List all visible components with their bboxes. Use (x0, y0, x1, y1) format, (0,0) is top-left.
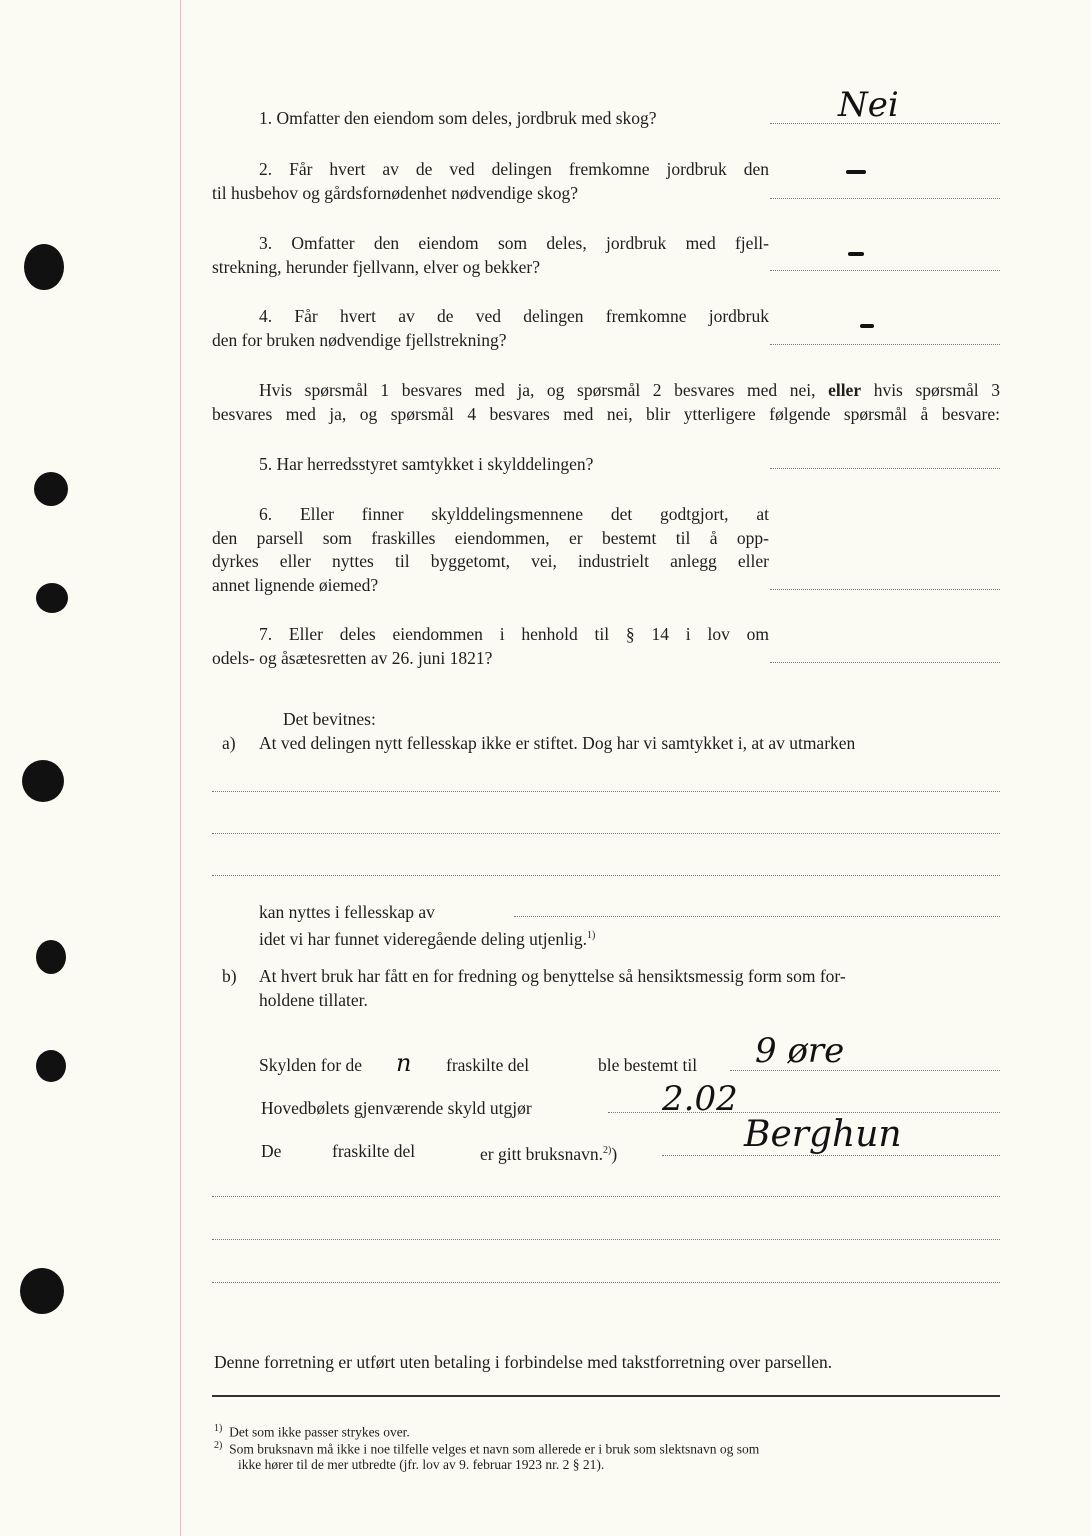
condition-line-2: besvares med ja, og spørsmål 4 besvares med nei, blir ytterligere følgende spørsmål å besvare: (212, 404, 1000, 424)
condition-bold-eller: eller (828, 380, 862, 400)
question-6-line-2: den parsell som fraskilles eiendommen, er bestemt til å opp- (212, 528, 769, 548)
condition-text-b: hvis spørsmål 3 (873, 380, 1000, 400)
skyld-value-handwritten: 9 øre (755, 1031, 845, 1071)
skyld-handwritten-n: n (396, 1049, 412, 1077)
skyld-fraskilte-del: fraskilte del (446, 1055, 530, 1075)
answer-line-7 (770, 662, 1000, 663)
condition-line-1 (259, 378, 1000, 402)
footnote-2-text-1: Som bruksnavn må ikke i noe tilfelle velges et navn som allerede er i bruk som slektsnavn og som (229, 1441, 760, 1457)
binder-hole-1 (24, 244, 64, 290)
attest-a-line-1 (212, 791, 1000, 792)
remaining-value-handwritten: 2.02 (662, 1079, 738, 1119)
blank-line-1 (212, 1196, 1000, 1197)
answer-line-6 (770, 589, 1000, 590)
answer-4-dash (860, 324, 874, 328)
footnote-1-marker: 1) (214, 1423, 223, 1434)
footnote-1-text: Det som ikke passer strykes over. (229, 1424, 410, 1440)
attest-b-line-1: At hvert bruk har fått en for fredning og benyttelse så hensiktsmessig form som for- (259, 966, 846, 986)
skyld-prefix: Skylden for de (259, 1055, 363, 1075)
footnote-ref-1: 1) (587, 930, 596, 941)
footnote-2-line-1 (214, 1437, 759, 1458)
footnote-2-line-2: ikke hører til de mer utbredte (jfr. lov av 9. februar 1923 nr. 2 § 21). (238, 1457, 605, 1472)
attest-a-label: a) (222, 733, 236, 753)
question-5: 5. Har herredsstyret samtykket i skylddelingen? (259, 454, 594, 474)
binder-hole-2 (34, 472, 68, 506)
question-6-line-1: 6. Eller finner skylddelingsmennene det godtgjort, at (259, 504, 769, 524)
attest-heading: Det bevitnes: (283, 709, 376, 729)
attest-a-text: At ved delingen nytt fellesskap ikke er stiftet. Dog har vi samtykket i, at av utmarken (259, 733, 856, 753)
question-3-line-1: 3. Omfatter den eiendom som deles, jordbruk med fjell- (259, 233, 769, 253)
answer-line-4 (770, 344, 1000, 345)
question-6-line-3: dyrkes eller nyttes til byggetomt, vei, industrielt anlegg eller (212, 551, 769, 571)
binder-hole-6 (36, 1050, 66, 1082)
answer-line-5 (770, 468, 1000, 469)
question-7-line-1: 7. Eller deles eiendommen i henhold til § 14 i lov om (259, 624, 769, 644)
name-label: er gitt bruksnavn.$^{2)}$) (480, 1143, 618, 1164)
binder-hole-3 (36, 583, 68, 613)
name-label-text: er gitt bruksnavn. (480, 1143, 603, 1164)
question-2-line-2: til husbehov og gårdsfornødenhet nødvendige skog? (212, 183, 578, 203)
question-6-line-4: annet lignende øiemed? (212, 575, 379, 595)
common-use-reason-text: idet vi har funnet videregående deling utjenlig. (259, 928, 588, 949)
binder-hole-5 (36, 940, 66, 974)
remaining-label: Hovedbølets gjenværende skyld utgjør (261, 1098, 532, 1118)
common-use-line (514, 916, 1000, 917)
question-3-line-2: strekning, herunder fjellvann, elver og bekker? (212, 257, 540, 277)
attest-b-line-2: holdene tillater. (259, 990, 368, 1010)
blank-line-3 (212, 1282, 1000, 1283)
answer-1-handwritten: Nei (838, 85, 899, 125)
answer-line-3 (770, 270, 1000, 271)
margin-line (180, 0, 181, 1536)
answer-2-dash (846, 170, 866, 174)
common-use-label: kan nyttes i fellesskap av (259, 902, 435, 922)
question-1: 1. Omfatter den eiendom som deles, jordbruk med skog? (259, 108, 657, 128)
name-value-handwritten: Berghun (744, 1114, 902, 1155)
binder-hole-7 (20, 1268, 64, 1314)
attest-a-line-2 (212, 833, 1000, 834)
answer-line-2 (770, 198, 1000, 199)
question-4-line-2: den for bruken nødvendige fjellstrekning? (212, 330, 507, 350)
name-de: De (261, 1141, 282, 1161)
condition-text-a: Hvis spørsmål 1 besvares med ja, og spørsmål 2 besvares med nei, (259, 380, 816, 400)
footnote-ref-2: 2) (602, 1145, 612, 1156)
attest-a-line-3 (212, 875, 1000, 876)
skyld-suffix: ble bestemt til (598, 1055, 698, 1075)
name-line (662, 1155, 1000, 1156)
question-2-line-1: 2. Får hvert av de ved delingen fremkomne jordbruk den (259, 159, 769, 179)
closing-statement: Denne forretning er utført uten betaling i forbindelse med takstforretning over parsellen. (214, 1352, 833, 1372)
footnote-2-marker: 2) (214, 1440, 223, 1451)
blank-line-2 (212, 1239, 1000, 1240)
answer-3-dash (848, 252, 864, 256)
question-4-line-1: 4. Får hvert av de ved delingen fremkomne jordbruk (259, 306, 769, 326)
footnote-rule (212, 1395, 1000, 1397)
question-7-line-2: odels- og åsætesretten av 26. juni 1821? (212, 648, 493, 668)
binder-hole-4 (22, 760, 64, 802)
name-fraskilte-del: fraskilte del (332, 1141, 416, 1161)
common-use-reason (259, 924, 595, 951)
attest-b-label: b) (222, 966, 237, 986)
